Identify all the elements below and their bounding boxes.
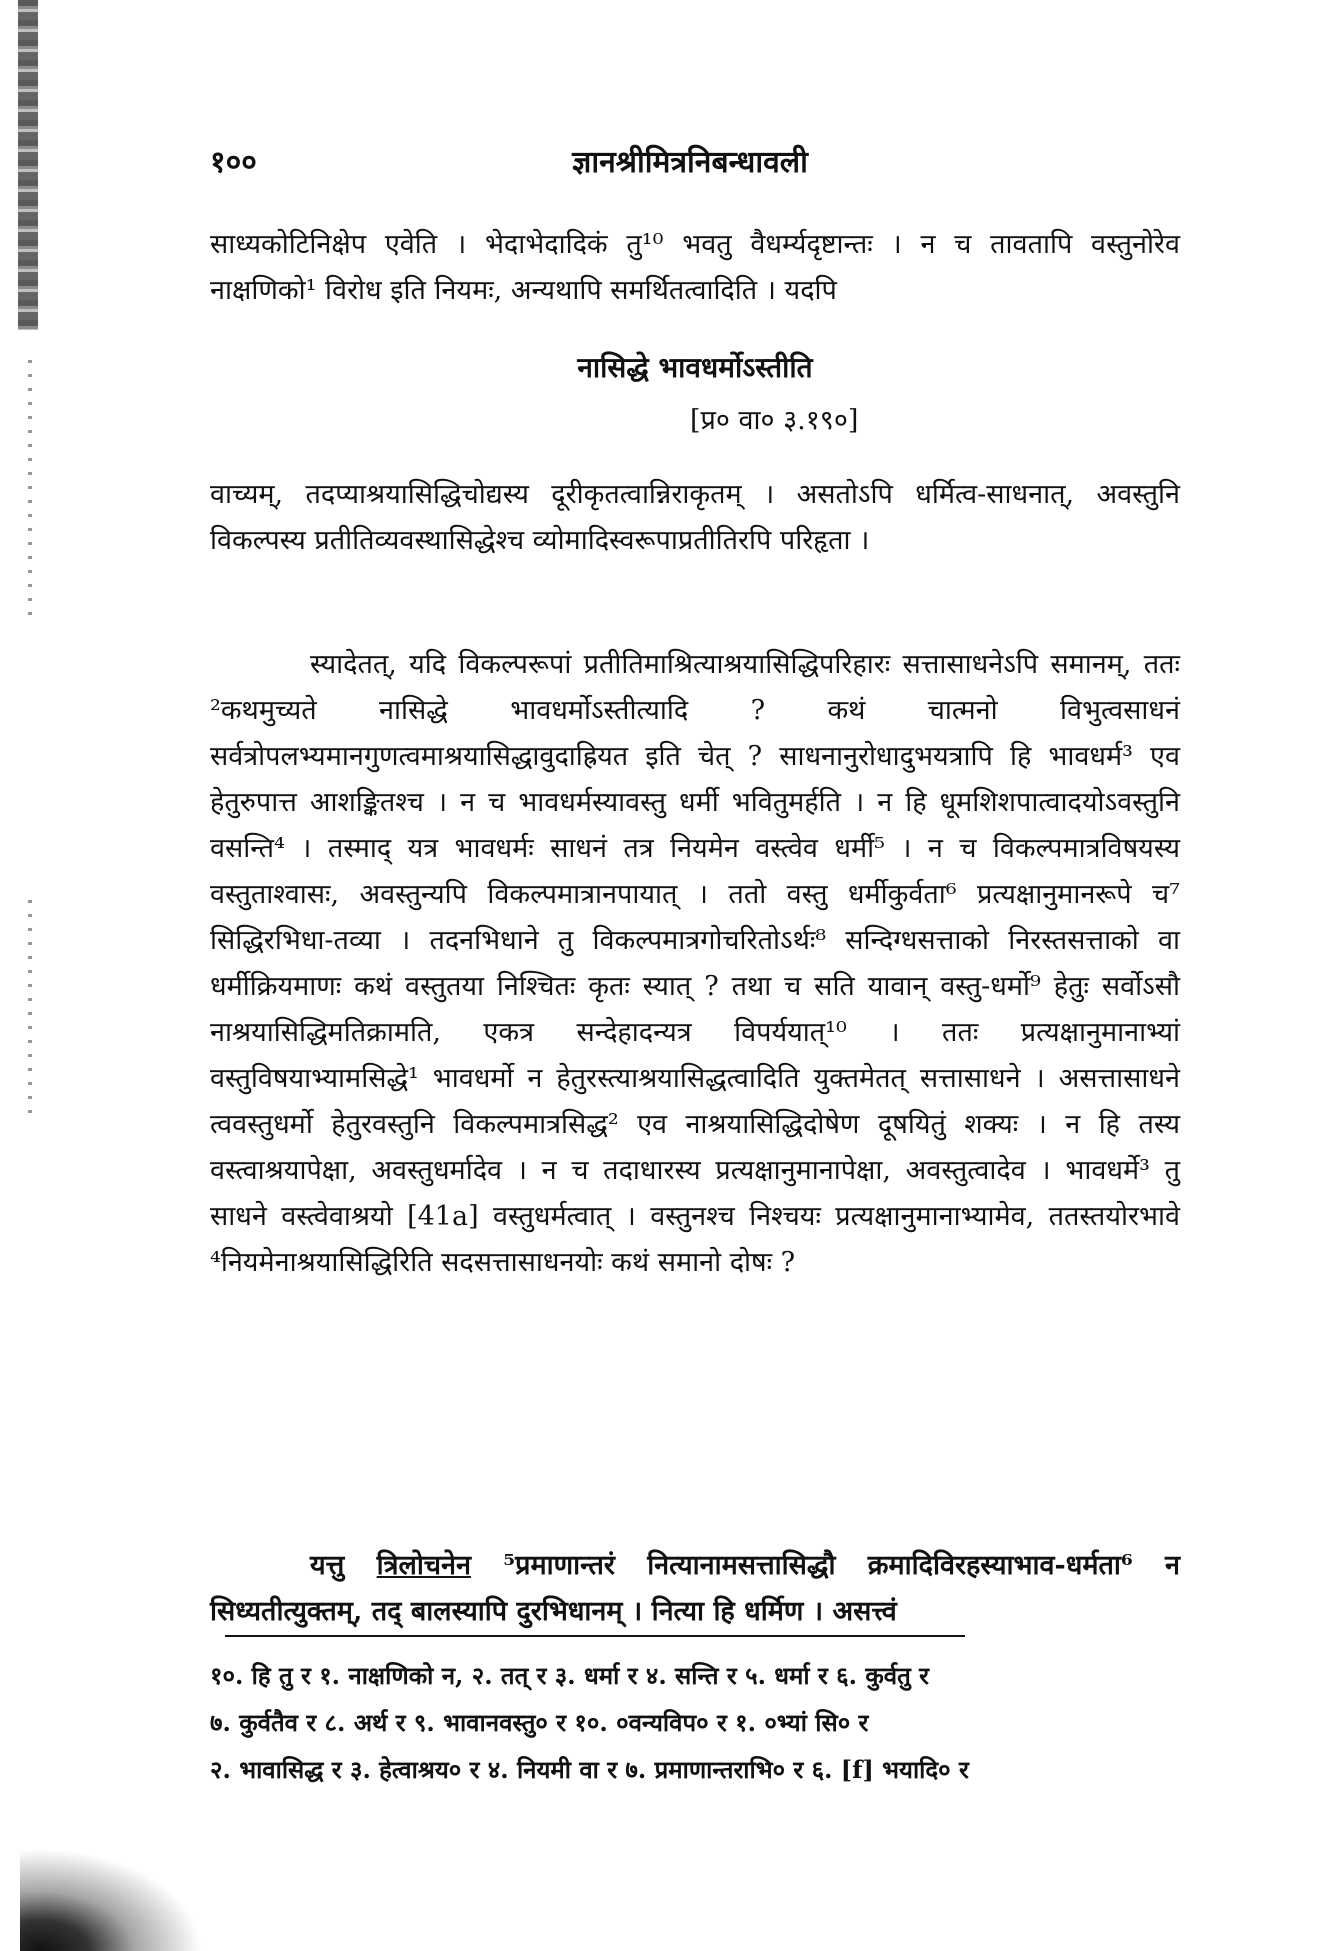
paragraph-3-text [210,1543,1180,1635]
paragraph-1 [210,472,1180,564]
paragraph-1-text: वाच्यम्, तदप्याश्रयासिद्धिचोद्यस्य दूरीकृतत्वान्निराकृतम् । असतोऽपि धर्मित्व-साधनात्, अवस्तुनि विकल्पस्य प्रतीतिव्यवस्थासिद्धेश्च व्योमादिस्वरूपाप्रतीतिरपि परिहृता । [210,479,1180,556]
scan-edge-specks-lower [28,900,32,1120]
paragraph-2-text: स्यादेतत्, यदि विकल्परूपां प्रतीतिमाश्रित्याश्रयासिद्धिपरिहारः सत्तासाधनेऽपि समानम्, ततः ²कथमुच्यते नासिद्धे भावधर्मोऽस्तीत्यादि ? कथं चात्मनो विभुत्वसाधनं सर्वत्रोपलभ्यमानगुणत्वमाश्रयासिद्धावुदाह्रियत इति चेत् ? साधनानुरोधादुभयत्रापि हि भावधर्म³ एव हेतुरुपात्त आशङ्कितश्च । न च भावधर्मस्यावस्तु धर्मी भवितुमर्हति । न हि धूमशिशपात्वादयोऽवस्तुनि वसन्ति⁴ । तस्माद् यत्र भावधर्मः साधनं तत्र नियमेन वस्त्वेव धर्मी⁵ । न च विकल्पमात्रविषयस्य वस्तुताश्वासः, अवस्तुन्यपि विकल्पमात्रानपायात् । ततो वस्तु धर्मीकुर्वता⁶ प्रत्यक्षानुमानरूपे च⁷ सिद्धिरभिधा-तव्या । तदनभिधाने तु विकल्पमात्रगोचरितोऽर्थः⁸ सन्दिग्धसत्ताको निरस्तसत्ताको वा धर्मीक्रियमाणः कथं वस्तुतया निश्चितः कृतः स्यात् ? तथा च सति यावान् वस्तु-धर्मो⁹ हेतुः सर्वोऽसौ नाश्रयासिद्धिमतिक्रामति, एकत्र सन्देहादन्यत्र विपर्ययात्¹⁰ । ततः प्रत्यक्षानुमानाभ्यां वस्तुविषयाभ्यामसिद्धे¹ भावधर्मो न हेतुरस्त्याश्रयासिद्धत्वादिति युक्तमेतत् सत्तासाधने । असत्तासाधने त्ववस्तुधर्मो हेतुरवस्तुनि विकल्पमात्रसिद्ध² एव नाश्रयासिद्धिदोषेण दूषयितुं शक्यः । न हि तस्य वस्त्वाश्रयापेक्षा, अवस्तुधर्मादेव । न च तदाधारस्य प्रत्यक्षानुमानापेक्षा, अवस्तुत्वादेव । भावधर्मे³ तु साधने वस्त्वेवाश्रयो [41a] वस्तुधर्मत्वात् । वस्तुनश्च निश्चयः प्रत्यक्षानुमानाभ्यामेव, ततस्तयोरभावे ⁴नियमेनाश्रयासिद्धिरिति सदसत्तासाधनयोः कथं समानो दोषः ? [210,649,1180,1278]
author-name-underlined: त्रिलोचनेन [376,1550,471,1581]
paragraph-3-rest: ⁵प्रमाणान्तरं नित्यानामसत्तासिद्धौ क्रमादिविरहस्याभाव-धर्मता⁶ न सिध्यतीत्युक्तम्, तद् बालस्यापि दुरभिधानम् । नित्या हि धर्मिण । असत्त्वं [210,1550,1181,1627]
scan-corner-smudge [20,1831,230,1951]
paragraph-3 [210,1543,1180,1635]
scan-edge-binding [18,0,38,330]
footnotes [210,1652,1180,1793]
page-number: १०० [210,145,257,180]
paragraph-3-lead: यत्तु [310,1550,345,1581]
footnote-line: १०. हि तु र १. नाक्षणिको न, २. तत् र ३. धर्मा र ४. सन्ति र ५. धर्मा र ६. कुर्वतु र [210,1661,929,1690]
footnote-line: ७. कुर्वतैव र ८. अर्थ र ९. भावानवस्तु० र १०. ०वन्यविप० र १. ०भ्यां सि० र [210,1708,869,1737]
running-title: ज्ञानश्रीमित्रनिबन्धावली [572,145,808,180]
quoted-verse: नासिद्धे भावधर्मोऽस्तीति [577,351,813,384]
intro-paragraph [210,222,1180,314]
scan-edge-specks [28,360,32,620]
page-header [210,140,1170,190]
footnote-divider [225,1635,965,1637]
paragraph-2 [210,642,1180,1286]
verse-citation: [प्र० वा० ३.१९०] [690,405,859,436]
intro-text: साध्यकोटिनिक्षेप एवेति । भेदाभेदादिकं तु¹⁰ भवतु वैधर्म्यदृष्टान्तः । न च तावतापि वस्तुनोरेव नाक्षणिको¹ विरोध इति नियमः, अन्यथापि समर्थितत्वादिति । यदपि [210,229,1180,306]
footnote-line: २. भावासिद्ध र ३. हेत्वाश्रय० र ४. नियमी वा र ७. प्रमाणान्तराभि० र ६. [f] भयादि० र [210,1755,969,1784]
